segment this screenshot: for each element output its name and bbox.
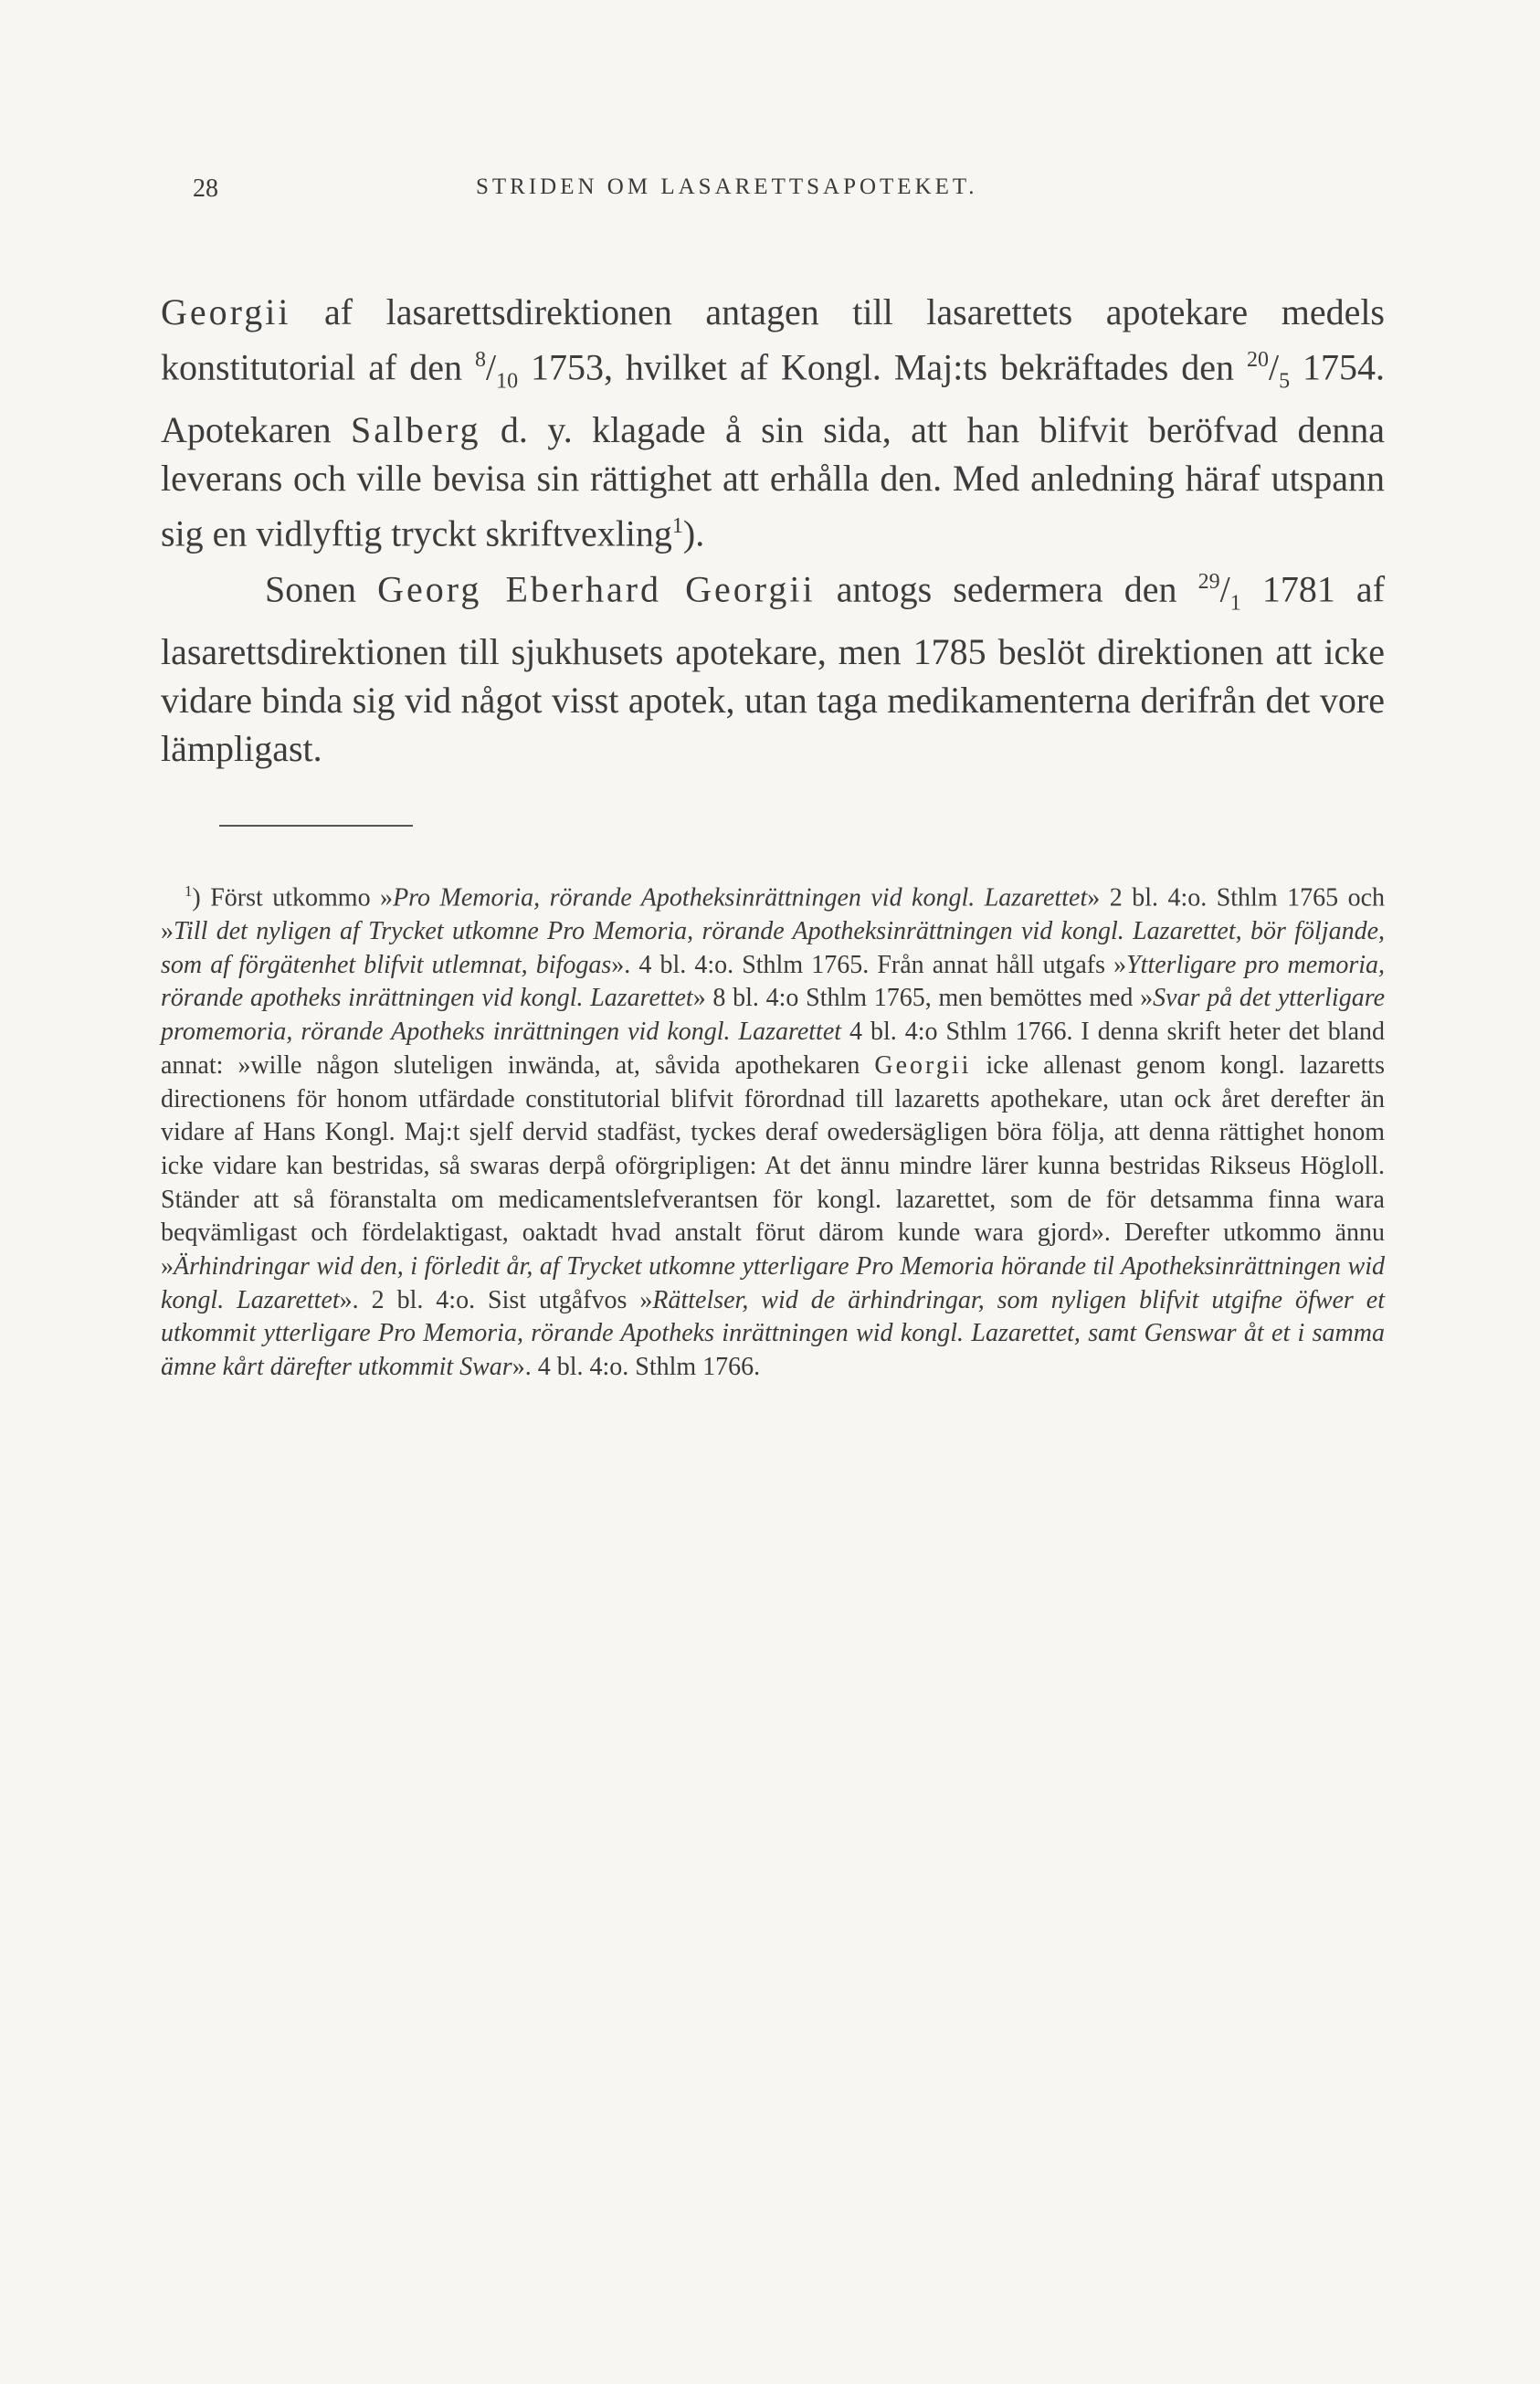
date-numerator: 8 [474,348,486,372]
title-italic: Till det nyligen af Trycket utkomne Pro Memoria, rörande Apotheksinrättningen vid kongl. Lazarettet, bör följande, som af förgätenhet blifvit utlemnat, bifogas [161,917,1385,979]
name-georg-eberhard-georgii: Georg Eberhard Georgii [377,567,816,609]
text-span: 1754. Apotekaren [161,346,1386,451]
footnote [161,875,1385,1385]
main-text [161,288,1385,773]
title-italic: Ytterligare pro memoria, rörande apotheks inrättningen vid kongl. Lazarettet [161,950,1386,1013]
name-salberg: Salberg [351,409,481,451]
text-span: d. y. klagade å sin sida, att han blifvit beröfvad denna leverans och ville bevisa sin rättighet att erhålla den. Med anledning häraf utspann sig en vidlyftig tryckt skriftvexling [161,409,1385,554]
text-span: 1781 af lasarettsdirektionen till sjukhusets apotekare, men 1785 beslöt direktionen att icke vidare binda sig vid något visst apotek, utan taga medikamenterna derifrån det vore lämpligast. [161,567,1386,769]
name-georgii: Georgii [161,291,291,332]
text-span: ». 4 bl. 4:o. Sthlm 1766. [512,1353,761,1382]
footnote-separator [219,825,413,827]
page-number: 28 [193,174,218,203]
text-span: ». 4 bl. 4:o. Sthlm 1765. Från annat håll utgafs » [611,950,1127,979]
text-span: af lasarettsdirektionen antagen till lasarettets apotekare medels konstitutorial af den [161,291,1385,388]
text-span: » 2 bl. 4:o. Sthlm 1765 och » [161,883,1385,946]
paragraph-2: Sonen Georg Eberhard Georgii antogs sedermera den $^{29}/_1$ 1781 af lasarettsdirektionen till sjukhusets apotekare, men 1785 beslöt direktionen att icke vidare binda sig vid något visst apotek, utan taga medikamenterna derifrån det vore lämpligast. [161,567,1386,769]
title-italic: Ärhindringar wid den, i förledit år, af Trycket utkomne ytterligare Pro Memoria hörande til Apotheksinrättningen wid kongl. Lazarettet [161,1252,1385,1314]
text-span: 4 bl. 4:o Sthlm 1766. I denna skrift heter det bland annat: »wille någon sluteligen inwända, at, såvida apothekaren [161,1018,1385,1080]
text-span: icke allenast genom kongl. lazaretts directionens för honom utfärdade constitutorial blifvit förordnad till lazaretts apothekare, utan ock året derefter än vidare af Hans Kongl. Maj:t sjelf dervid stadfäst, tyckes deraf owedersägligen böra följa, att denna rättighet honom icke vidare kan bestridas, så swaras derpå oförgripligen: At det ännu mindre lärer kunna bestridas Rikseus Högloll. Ständer att så föranstalta om medicamentslefverantsen för kongl. lazarettet, som de för detsamma finna wara beqvämligast och fördelaktigast, oaktadt hvad anstalt förut därom kunde wara gjord». Derefter utkommo ännu » [161,1050,1385,1282]
text-span: antogs sedermera den [815,567,1198,609]
title-italic: Rättelser, wid de ärhindringar, som nyligen blifvit utgifne öfwer et utkommit ytterligare Pro Memoria, rörande Apotheks inrättningen wid kongl. Lazarettet, samt Genswar åt et i samma ämne kårt därefter utkommit Swar [161,1285,1385,1382]
date-denominator: 5 [1279,369,1291,394]
title-italic: Svar på det ytterligare promemoria, rörande Apotheks inrättningen vid kongl. Lazarettet [161,984,1385,1047]
text-span: Sonen [265,567,378,609]
footnote-1 [161,875,1385,1385]
date-denominator: 1 [1229,590,1241,615]
date-numerator: 20 [1246,348,1269,372]
footnote-marker: 1 [185,882,193,900]
text-span: 1753, hvilket af Kongl. Maj:ts bekräftades den [518,346,1247,388]
paragraph-1: Georgii af lasarettsdirektionen antagen till lasarettets apotekare medels konstitutorial af den $^8/_{10}$ 1753, hvilket af Kongl. Maj:ts bekräftades den $^{20}/_5$ 1754. Apotekaren Salberg d. y. klagade å sin sida, att han blifvit beröfvad denna leverans och ville bevisa sin rättighet att erhålla den. Med anledning häraf utspann sig en vidlyftig tryckt skriftvexling$^1$). [161,291,1386,554]
running-title: STRIDEN OM LASARETTSAPOTEKET. [476,174,978,199]
date-denominator: 10 [496,369,519,394]
text-span: ) Först utkommo » [192,883,394,912]
title-italic: Pro Memoria, rörande Apotheksinrättningen vid kongl. Lazarettet [393,883,1088,912]
text-span: ). [682,512,705,554]
text-span: ». 2 bl. 4:o. Sist utgåfvos » [339,1285,653,1314]
text-span: » 8 bl. 4:o Sthlm 1765, men bemöttes med » [692,984,1154,1013]
date-numerator: 29 [1197,569,1220,594]
footnote-reference: 1 [671,514,683,539]
name-georgii: Georgii [874,1050,972,1080]
